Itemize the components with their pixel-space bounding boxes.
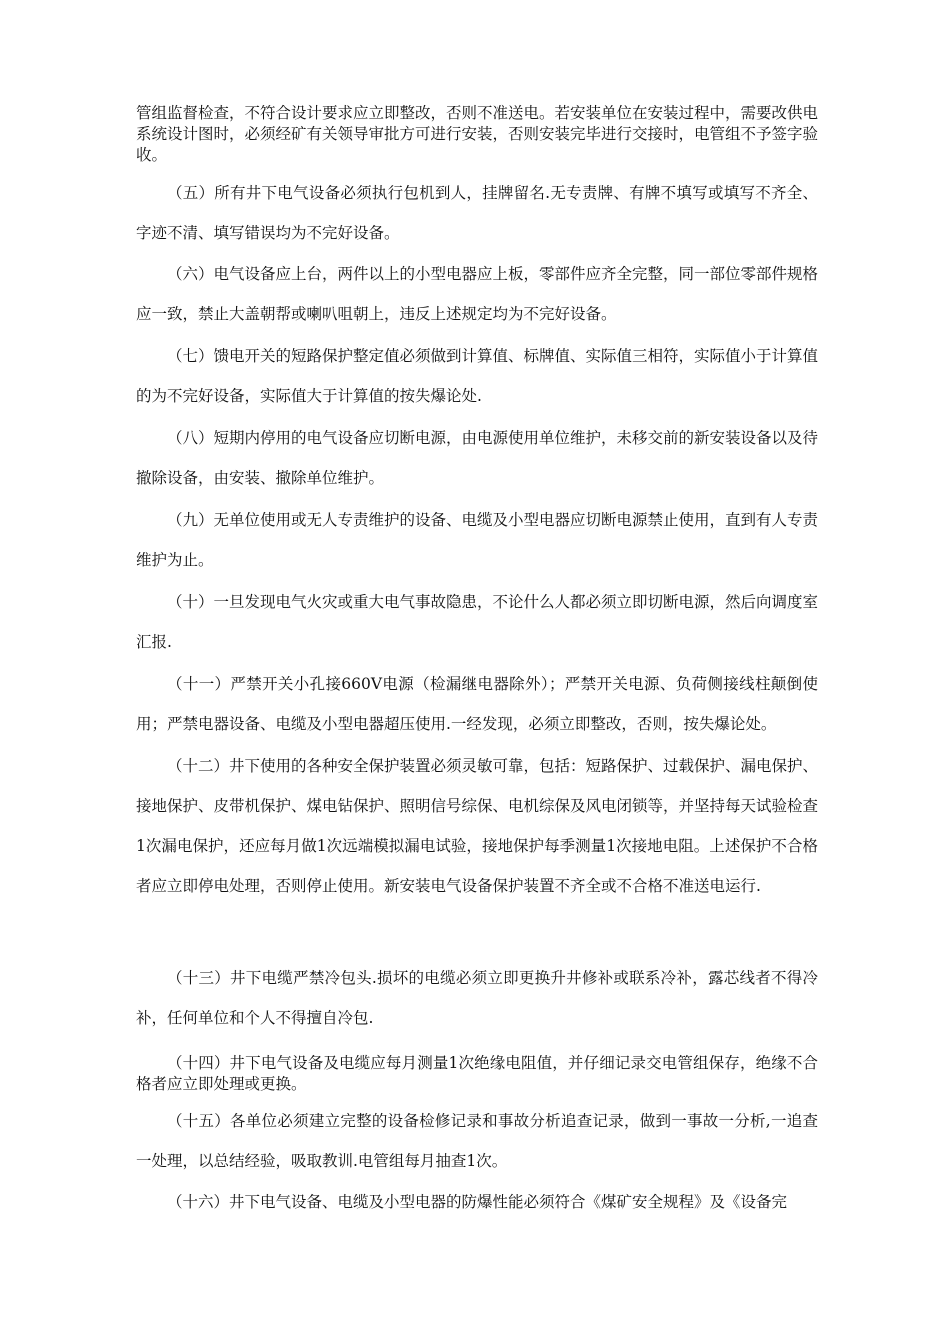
paragraph-continuation: 管组监督检查，不符合设计要求应立即整改，否则不准送电。若安装单位在安装过程中，需要改供电系统设计图时，必须经矿有关领导审批方可进行安装，否则安装完毕进行交接时，电管组不予签字验收。 [136,104,819,164]
paragraph-item-9: （九）无单位使用或无人专责维护的设备、电缆及小型电器应切断电源禁止使用，直到有人专责维护为止。 [136,511,819,569]
paragraph-item-7: （七）馈电开关的短路保护整定值必须做到计算值、标牌值、实际值三相符，实际值小于计算值的为不完好设备，实际值大于计算值的按失爆论处. [136,347,819,405]
paragraph-item-16: （十六）井下电气设备、电缆及小型电器的防爆性能必须符合《煤矿安全规程》及《设备完 [167,1193,788,1211]
paragraph-item-10: （十）一旦发现电气火灾或重大电气事故隐患，不论什么人都必须立即切断电源，然后向调度室汇报. [136,593,819,651]
paragraph-item-13: （十三）井下电缆严禁冷包头.损坏的电缆必须立即更换升井修补或联系冷补，露芯线者不得冷补，任何单位和个人不得擅自冷包. [136,969,818,1027]
paragraph-item-6: （六）电气设备应上台，两件以上的小型电器应上板，零部件应齐全完整，同一部位零部件规格应一致，禁止大盖朝帮或喇叭咀朝上，违反上述规定均为不完好设备。 [136,265,819,323]
paragraph-item-15: （十五）各单位必须建立完整的设备检修记录和事故分析追查记录，做到一事故一分析,一追查一处理，以总结经验，吸取教训.电管组每月抽查1次。 [136,1112,818,1170]
paragraph-item-8: （八）短期内停用的电气设备应切断电源，由电源使用单位维护，未移交前的新安装设备以及待撤除设备，由安装、撤除单位维护。 [136,429,819,487]
paragraph-item-5: （五）所有井下电气设备必须执行包机到人，挂牌留名.无专责牌、有牌不填写或填写不齐全、字迹不清、填写错误均为不完好设备。 [136,184,818,242]
paragraph-item-11: （十一）严禁开关小孔接660V电源（检漏继电器除外）；严禁开关电源、负荷侧接线柱颠倒使用；严禁电器设备、电缆及小型电器超压使用.一经发现，必须立即整改，否则，按失爆论处。 [136,675,818,733]
paragraph-item-12: （十二）井下使用的各种安全保护装置必须灵敏可靠，包括：短路保护、过载保护、漏电保护、接地保护、皮带机保护、煤电钻保护、照明信号综保、电机综保及风电闭锁等，并坚持每天试验检查1次漏电保护，还应每月做1次远端模拟漏电试验，接地保护每季测量1次接地电阻。上述保护不合格者应立即停电处理，否则停止使用。新安装电气设备保护装置不齐全或不合格不准送电运行. [136,757,819,895]
paragraph-item-14: （十四）井下电气设备及电缆应每月测量1次绝缘电阻值，并仔细记录交电管组保存，绝缘不合格者应立即处理或更换。 [136,1054,818,1093]
